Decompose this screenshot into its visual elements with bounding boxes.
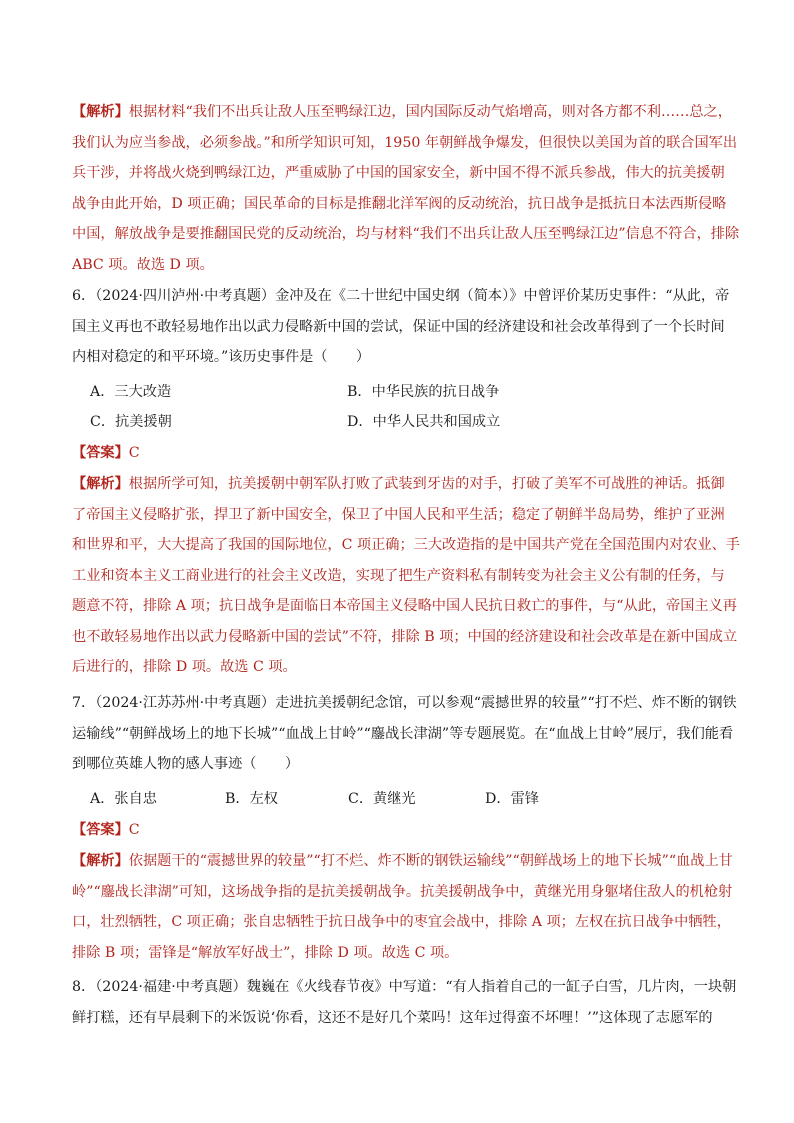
- q7-analysis: [72, 846, 733, 968]
- answer-tag: 【答案】: [72, 822, 129, 838]
- q7-answer: [72, 815, 726, 846]
- answer-value: C: [128, 445, 140, 461]
- analysis-line: 题意不符，排除 A 项；抗日战争是面临日本帝国主义侵略中国人民抗日救亡的事件，与“从此，帝国主义再: [72, 598, 737, 614]
- q6-answer: [72, 438, 726, 469]
- analysis-line: 根据材料“我们不出兵让敌人压至鸭绿江边，国内国际反动气焰增高，则对各方都不利……总之，: [128, 104, 732, 120]
- question-line: 鲜打糕，还有早晨剩下的米饭说‘你看，这还不是好几个菜吗！这年过得蛮不坏哩！’”这体现了志愿军的: [72, 1009, 713, 1026]
- analysis-line: 了帝国主义侵略扩张，捍卫了新中国安全，保卫了中国人民和平生活；稳定了朝鲜半岛局势，维护了亚洲: [72, 506, 725, 523]
- q6-option-c: C．抗美援朝: [90, 414, 172, 430]
- q6-stem: [72, 281, 730, 373]
- question-line: 国主义再也不敢轻易地作出以武力侵略新中国的尝试，保证中国的经济建设和社会改革得到了一个长时间: [72, 318, 725, 335]
- q7-option-d: D．雷锋: [485, 791, 539, 807]
- analysis-tag: 【解析】: [72, 853, 129, 869]
- question-line: 运输线”“朝鲜战场上的地下长城”“血战上甘岭”“鏖战长津湖”等专题展览。在“血战上甘岭”展厅，我们能看: [72, 725, 734, 742]
- analysis-line: 依据题干的“震撼世界的较量”“打不烂、炸不断的钢铁运输线”“朝鲜战场上的地下长城”“血战上甘: [128, 853, 733, 869]
- q7-option-c: C．黄继光: [348, 791, 416, 807]
- analysis-line: 工业和资本主义工商业进行的社会主义改造，实现了把生产资料私有制转变为社会主义公有制的任务，与: [72, 567, 725, 584]
- q5-analysis: [72, 97, 740, 280]
- analysis-line: 战争由此开始，D 项正确；国民革命的目标是推翻北洋军阀的反动统治，抗日战争是抵抗日本法西斯侵略: [72, 195, 727, 212]
- q6-analysis: [72, 469, 740, 683]
- question-line: 6．（2024·四川泸州·中考真题）金冲及在《二十世纪中国史纲（简本）》中曾评价某历史事件：“从此，帝: [72, 288, 730, 304]
- analysis-line: 排除 B 项；雷锋是“解放军好战士”，排除 D 项。故选 C 项。: [72, 944, 459, 961]
- analysis-line: 后进行的，排除 D 项。故选 C 项。: [72, 659, 297, 675]
- analysis-line: 我们认为应当参战，必须参战。”和所学知识可知，1950 年朝鲜战争爆发，但很快以美国为首的联合国军出: [72, 134, 738, 151]
- analysis-line: 岭”“鏖战长津湖”可知，这场战争指的是抗美援朝战争。抗美援朝战争中，黄继光用身躯堵住敌人的机枪射: [72, 883, 733, 900]
- q7-option-b: B．左权: [225, 791, 278, 807]
- analysis-line: 根据所学可知，抗美援朝中朝军队打败了武装到牙齿的对手，打破了美军不可战胜的神话。抵御: [128, 476, 725, 492]
- question-line: 7．（2024·江苏苏州·中考真题）走进抗美援朝纪念馆，可以参观“震撼世界的较量”“打不烂、炸不断的钢铁: [72, 695, 737, 711]
- q6-option-b: B．中华民族的抗日战争: [347, 384, 500, 400]
- analysis-line: 也不敢轻易地作出以武力侵略新中国的尝试”不符，排除 B 项；中国的经济建设和社会改革是在新中国成立: [72, 628, 738, 645]
- analysis-tag: 【解析】: [72, 104, 129, 120]
- q7-stem: [72, 688, 737, 780]
- answer-value: C: [128, 822, 140, 838]
- q7-option-a: A．张自忠: [90, 791, 157, 807]
- analysis-line: 和世界和平，大大提高了我国的国际地位，C 项正确；三大改造指的是中国共产党在全国范围内对农业、手: [72, 537, 740, 553]
- answer-tag: 【答案】: [72, 445, 129, 461]
- q8-stem: [72, 972, 737, 1033]
- q6-option-d: D．中华人民共和国成立: [347, 414, 501, 430]
- analysis-line: 中国，解放战争是要推翻国民党的反动统治，均与材料“我们不出兵让敌人压至鸭绿江边”信息不符合，排除: [72, 226, 740, 242]
- analysis-tag: 【解析】: [72, 476, 129, 492]
- analysis-line: ABC 项。故选 D 项。: [72, 256, 214, 273]
- analysis-line: 兵干涉，并将战火烧到鸭绿江边，严重威胁了中国的国家安全，新中国不得不派兵参战，伟大的抗美援朝: [72, 165, 725, 181]
- question-line: 8．（2024·福建·中考真题）魏巍在《火线春节夜》中写道：“有人指着自己的一缸子白雪，几片肉，一块朝: [72, 979, 737, 995]
- q6-option-a: A．三大改造: [90, 384, 172, 400]
- analysis-line: 口，壮烈牺牲，C 项正确；张自忠牺牲于抗日战争中的枣宜会战中，排除 A 项；左权在抗日战争中牺牲，: [72, 914, 731, 930]
- question-line: 内相对稳定的和平环境。”该历史事件是（ ）: [72, 349, 371, 365]
- question-line: 到哪位英雄人物的感人事迹（ ）: [72, 756, 300, 772]
